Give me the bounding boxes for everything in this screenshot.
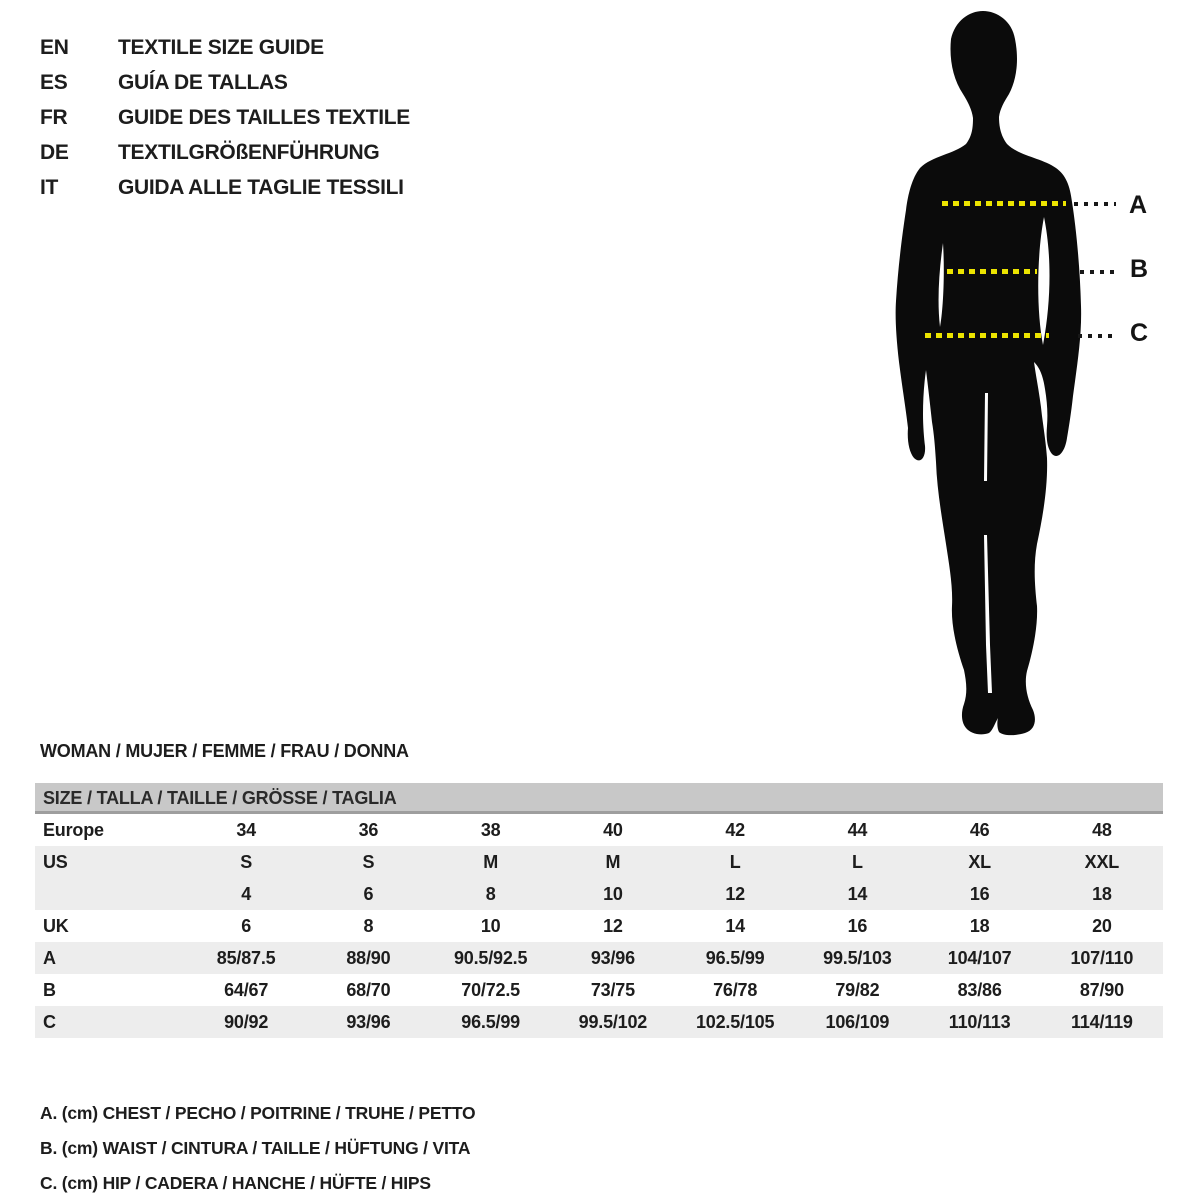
language-row	[40, 65, 410, 100]
section-title-woman: WOMAN / MUJER / FEMME / FRAU / DONNA	[40, 741, 409, 761]
table-row	[35, 1006, 1163, 1038]
guide-title-text: GUIDA ALLE TAGLIE TESSILI	[118, 176, 404, 199]
legend-item: B. (cm) WAIST / CINTURA / TAILLE / HÜFTUNG / VITA	[40, 1138, 471, 1158]
row-label: Europe	[43, 820, 104, 840]
language-title-block	[40, 30, 410, 205]
language-row	[40, 30, 410, 65]
woman-silhouette	[885, 5, 1110, 745]
size-cell: 8	[485, 884, 496, 904]
hip-leader-dots	[1078, 334, 1116, 338]
size-cell: 64/67	[224, 980, 269, 1000]
language-code: FR	[40, 106, 68, 129]
table-row	[35, 878, 1163, 910]
size-cell: 96.5/99	[461, 1012, 520, 1032]
size-cell: 93/96	[590, 948, 635, 968]
measurement-legend	[40, 1096, 475, 1200]
language-code: DE	[40, 141, 69, 164]
row-label: UK	[43, 916, 69, 936]
row-label	[35, 878, 185, 910]
size-cell: 14	[725, 916, 745, 936]
waist-leader-dots	[1080, 270, 1116, 274]
size-cell: 16	[969, 884, 990, 904]
size-cell: 104/107	[947, 948, 1012, 968]
marker-label-hip: C	[1130, 319, 1149, 347]
marker-label-waist: B	[1130, 255, 1149, 283]
size-cell: L	[851, 852, 863, 872]
size-cell: 6	[363, 884, 374, 904]
size-cell: 102.5/105	[695, 1012, 775, 1032]
size-table-body	[35, 814, 1163, 1038]
chest-leader-dots	[1074, 202, 1116, 206]
size-cell: 6	[241, 916, 252, 936]
row-label: A	[43, 948, 56, 968]
row-label: US	[43, 852, 68, 872]
size-cell: 38	[480, 820, 501, 840]
size-cell: 8	[363, 916, 374, 936]
size-cell: 10	[480, 916, 501, 936]
hip-measure-line	[925, 333, 1049, 338]
size-cell: 83/86	[957, 980, 1002, 1000]
legend-item: A. (cm) CHEST / PECHO / POITRINE / TRUHE / PETTO	[40, 1103, 476, 1123]
table-row	[35, 846, 1163, 878]
size-cell: 106/109	[825, 1012, 890, 1032]
language-row	[40, 135, 410, 170]
row-label: B	[43, 980, 56, 1000]
size-cell: 12	[603, 916, 623, 936]
size-cell: 4	[241, 884, 252, 904]
size-cell: 87/90	[1079, 980, 1124, 1000]
size-table	[35, 783, 1163, 1038]
size-cell: 76/78	[713, 980, 758, 1000]
language-code: ES	[40, 71, 68, 94]
size-cell: 48	[1092, 820, 1112, 840]
table-row	[35, 974, 1163, 1006]
size-cell: 110/113	[948, 1012, 1011, 1032]
size-cell: 73/75	[590, 980, 635, 1000]
size-cell: 12	[725, 884, 745, 904]
size-cell: 10	[603, 884, 623, 904]
size-cell: 40	[603, 820, 623, 840]
language-code: EN	[40, 36, 69, 59]
size-cell: 96.5/99	[705, 948, 765, 968]
size-cell: M	[483, 852, 499, 872]
size-cell: 90/92	[224, 1012, 269, 1032]
language-code: IT	[40, 176, 59, 199]
legend-item: C. (cm) HIP / CADERA / HANCHE / HÜFTE / HIPS	[40, 1173, 431, 1193]
size-cell: 88/90	[346, 948, 391, 968]
guide-title-text: TEXTILGRÖßENFÜHRUNG	[118, 141, 380, 164]
size-cell: 42	[725, 820, 745, 840]
size-cell: 16	[847, 916, 868, 936]
size-cell: M	[605, 852, 621, 872]
table-row	[35, 814, 1163, 846]
guide-title-text: GUÍA DE TALLAS	[118, 71, 288, 94]
guide-title-text: GUIDE DES TAILLES TEXTILE	[118, 106, 410, 129]
language-row	[40, 100, 410, 135]
size-cell: 44	[847, 820, 868, 840]
marker-label-chest: A	[1129, 191, 1148, 219]
size-cell: 20	[1092, 916, 1112, 936]
size-cell: 99.5/103	[823, 948, 892, 968]
size-cell: 18	[969, 916, 990, 936]
size-table-header: SIZE / TALLA / TAILLE / GRÖSSE / TAGLIA	[35, 783, 1163, 814]
size-cell: 34	[236, 820, 256, 840]
size-cell: 18	[1092, 884, 1112, 904]
size-cell: 107/110	[1070, 948, 1134, 968]
table-row	[35, 910, 1163, 942]
waist-measure-line	[947, 269, 1037, 274]
size-cell: 85/87.5	[216, 948, 276, 968]
guide-title-text: TEXTILE SIZE GUIDE	[118, 36, 324, 59]
size-cell: 93/96	[346, 1012, 391, 1032]
size-cell: L	[729, 852, 741, 872]
size-cell: 36	[358, 820, 379, 840]
size-cell: 14	[847, 884, 868, 904]
size-cell: 90.5/92.5	[453, 948, 528, 968]
size-cell: 70/72.5	[461, 980, 520, 1000]
language-row	[40, 170, 410, 205]
size-cell: 114/119	[1071, 1012, 1133, 1032]
size-cell: S	[362, 852, 375, 872]
size-cell: 79/82	[835, 980, 880, 1000]
woman-silhouette-figure	[885, 5, 1110, 745]
size-cell: 68/70	[346, 980, 391, 1000]
size-cell: XXL	[1084, 852, 1120, 872]
size-cell: XL	[968, 852, 991, 872]
table-row	[35, 942, 1163, 974]
size-cell: 46	[969, 820, 990, 840]
row-label: C	[43, 1012, 56, 1032]
silhouette-path	[896, 11, 1082, 735]
size-cell: S	[240, 852, 253, 872]
size-cell: 99.5/102	[578, 1012, 648, 1032]
chest-measure-line	[942, 201, 1066, 206]
